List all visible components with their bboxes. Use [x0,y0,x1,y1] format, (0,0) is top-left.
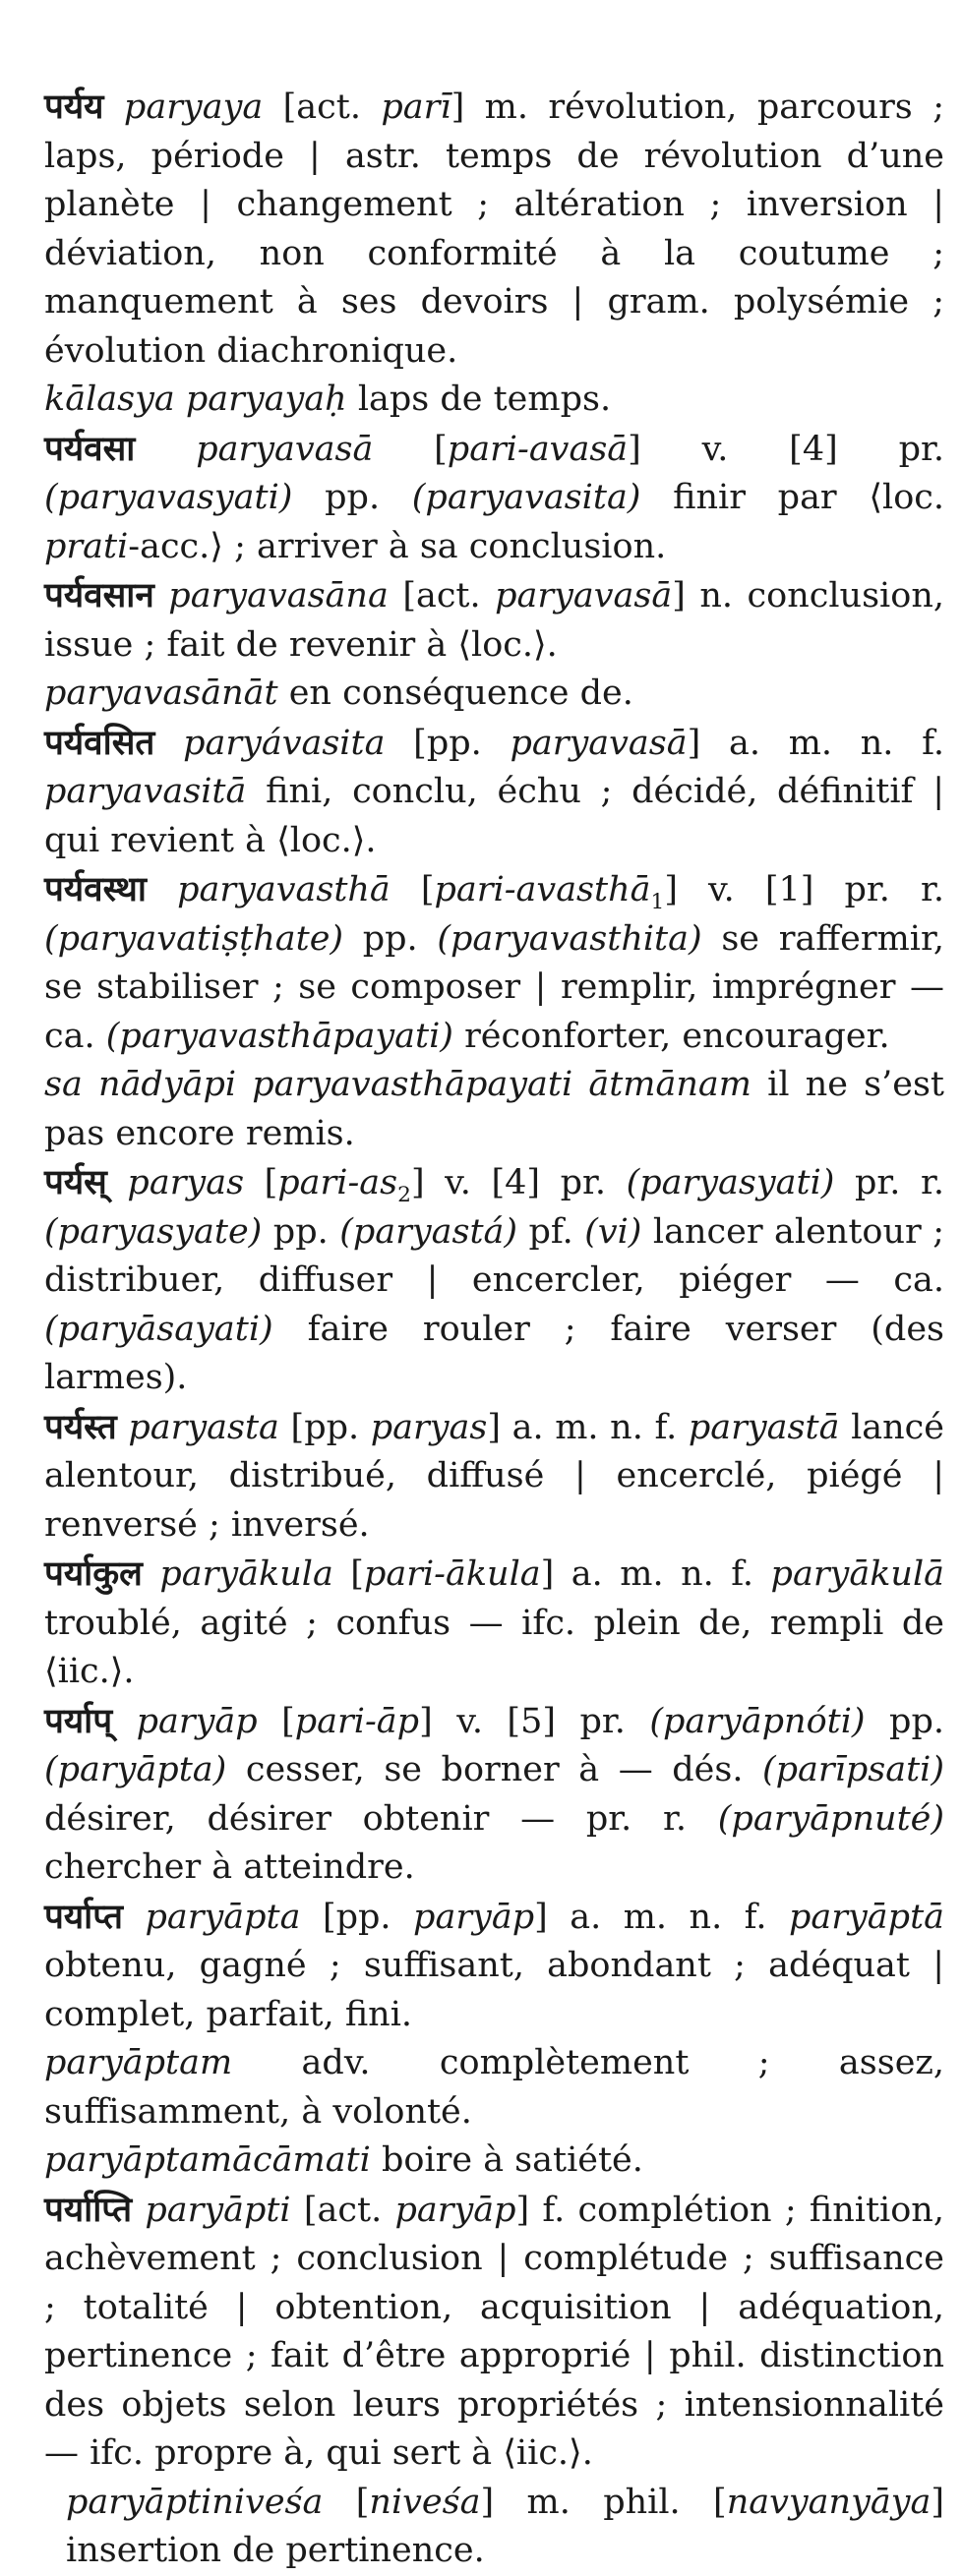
headword-devanagari: पर्याकुल [44,1553,143,1594]
italic-text: (paryāpnóti) [649,1701,866,1741]
entry-text: pp. [865,1701,944,1741]
italic-text: (paryavatiṣṭhate) [44,918,344,959]
entry-text: pf. [517,1211,585,1252]
dictionary-entry [44,1158,944,1403]
entry-text: ] m. révolution, parcours ; laps, période | astr. temps de révolution d’une planète | changement ; altération ; inversion | déviation, non conformité à la coutume ; manquement à ses devoirs | gram. polysémie ; évolution diachronique. [44,88,944,371]
entry-text: finir par ⟨loc. [640,478,945,517]
entry-text: désirer, désirer obtenir — pr. r. [44,1798,718,1839]
italic-text: paryavasā [510,723,688,763]
italic-text: paryas [370,1407,488,1447]
italic-text: paryavasitā [44,772,247,811]
entry-text [154,724,183,763]
entry-text: réconforter, encourager. [452,1016,890,1056]
entry-text: pp. [292,478,412,517]
italic-text: paryasta [128,1407,279,1447]
dictionary-entry [44,865,944,1061]
italic-text: paryavasā [196,429,374,469]
entry-text: ] v. [4] pr. [628,429,944,469]
entry-text: [pp. [385,723,511,763]
italic-text: paryávasita [183,723,386,763]
entry-text: ] a. m. n. f. [540,1554,771,1594]
entry-text: ] f. complétion ; finition, achèvement ; conclusion | complétude ; suffisance ; totalité | obtention, acquisition | adéquation, pertinence ; fait d’être approprié | phil. distinction des objets selon leurs propriétés ; intensionnalité — ifc. propre à, qui sert à ⟨iic.⟩. [44,2190,944,2473]
entry-text: ] v. [5] pr. [419,1701,650,1741]
italic-text: (parīpsati) [762,1750,944,1789]
headword-devanagari: पर्यवसित [44,722,155,763]
italic-text: paryaya [123,88,264,127]
italic-text: sa nādyāpi paryavasthāpayati ātmānam [44,1065,752,1104]
italic-text: paryavasthā [177,870,391,909]
entry-text: fini, conclu, échu ; décidé, définitif | qui revient à ⟨loc.⟩. [44,772,944,860]
italic-text: paryāptā [789,1897,944,1937]
sub-entry [44,1061,944,1158]
headword-devanagari: पर्याप्ति [44,2189,133,2230]
italic-text: (paryasyate) [44,1211,263,1252]
entry-text: [pp. [300,1897,414,1937]
entry-text: lancer alentour ; distribuer, diffuser | encercler, piéger — ca. [44,1211,944,1300]
italic-text: paryavasāna [168,576,389,615]
entry-text: pp. [262,1211,340,1252]
entry-text: ] m. phil. [ [480,2482,727,2522]
entry-text: laps de temps. [346,380,612,419]
dictionary-entry [44,1697,944,1893]
italic-text: pari-avasā [447,429,629,469]
italic-text: (paryavasita) [411,478,641,517]
italic-text: paryāptam [44,2043,233,2082]
headword-devanagari: पर्याप् [44,1700,113,1741]
dictionary-entry [44,719,944,866]
italic-text: (paryavasthāpayati) [105,1016,453,1056]
homonym-index: 2 [397,1183,411,1207]
dictionary-entry [44,1893,944,2040]
dictionary-entry [44,2186,944,2479]
italic-text: paryāpti [145,2190,291,2230]
italic-text: paryastā [688,1407,840,1447]
italic-text: (vi) [584,1211,642,1252]
entry-text: ] insertion de pertinence. [66,2482,945,2570]
italic-text: paryākulā [770,1554,944,1594]
entry-text: en conséquence de. [277,673,633,713]
italic-text: (paryāpnuté) [717,1798,944,1839]
homonym-index: 1 [650,890,665,914]
dictionary-entry [44,1403,944,1551]
entry-text: [ [244,1163,278,1202]
italic-text: parī [381,88,451,127]
entry-text [132,2191,145,2230]
italic-text: pari-āp [294,1701,420,1741]
italic-text: (paryasyati) [626,1163,835,1202]
italic-text: pari-avasthā [434,870,651,909]
entry-text: pr. r. [834,1163,944,1202]
italic-text: navyanyāya [726,2482,932,2522]
entry-text: [act. [388,576,496,615]
sub-entry [44,2137,944,2186]
entry-text: lancé alentour, distribué, diffusé | encerclé, piégé | renversé ; inversé. [44,1407,944,1545]
italic-text: pari-ākula [363,1554,541,1594]
entry-text: ] a. m. n. f. [487,1407,689,1447]
entry-text: [ [323,2482,370,2522]
entry-text: [ [332,1554,364,1594]
italic-text: paryākula [159,1554,333,1594]
entry-text: ] a. m. n. f. [534,1897,790,1937]
dictionary-entry [44,1550,944,1697]
entry-text: faire rouler ; faire verser (des larmes). [44,1309,944,1397]
entry-text [135,430,196,469]
entry-text: il ne s’est pas encore remis. [44,1065,944,1153]
italic-text: (paryavasthita) [437,918,702,959]
entry-text: ] n. conclusion, issue ; fait de revenir à ⟨loc.⟩. [44,576,944,665]
entry-text: se raffermir, se stabiliser ; se composer | remplir, imprégner — ca. [44,918,944,1056]
italic-text: paryāp [394,2190,516,2230]
italic-text: paryāpta [145,1897,301,1937]
italic-text: paryavasānāt [44,673,278,713]
entry-text: chercher à atteindre. [44,1847,415,1887]
entry-text: cesser, se borner à — dés. [226,1750,762,1789]
entry-text: [ [390,870,435,909]
dictionary-entry [44,425,944,572]
entry-text: adv. complètement ; assez, suffisamment, à volonté. [44,2043,944,2132]
entry-text: obtenu, gagné ; suffisant, abondant ; adéquat | complet, parfait, fini. [44,1946,944,2034]
italic-text: paryāptiniveśa [66,2482,324,2522]
headword-devanagari: पर्यस् [44,1162,107,1202]
entry-text: pp. [343,918,438,959]
entry-text: [act. [263,88,382,127]
sub-entry [44,2479,944,2576]
italic-text: kālasya paryayaḥ [44,380,347,419]
headword-devanagari: पर्यस्त [44,1406,117,1447]
entry-text: ] a. m. n. f. [687,723,944,763]
entry-text [117,1408,129,1447]
italic-text: paryas [127,1163,245,1202]
headword-devanagari: पर्यय [44,87,104,127]
italic-text: niveśa [369,2482,481,2522]
sub-entry [44,376,944,425]
italic-text: (paryāsayati) [44,1309,273,1349]
italic-text: (paryastá) [339,1211,518,1252]
entry-text: boire à satiété. [370,2140,643,2180]
sub-entry [44,670,944,719]
headword-devanagari: पर्यवस्था [44,869,147,909]
entry-text: ] v. [1] pr. r. [664,870,944,909]
dictionary-entry [44,83,944,376]
entry-text [123,1898,146,1937]
entry-text: -acc.⟩ ; arriver à sa conclusion. [128,526,667,566]
dictionary-entry [44,571,944,670]
italic-text: prati [44,526,129,566]
italic-text: pari-as [277,1163,398,1202]
italic-text: paryāptamācāmati [44,2140,371,2180]
italic-text: paryāp [136,1701,258,1741]
italic-text: paryāp [413,1897,535,1937]
italic-text: (paryavasyati) [44,478,293,517]
headword-devanagari: पर्यवसान [44,575,154,615]
entry-text: [ [257,1701,295,1741]
headword-devanagari: पर्याप्त [44,1896,123,1937]
entry-text [143,1554,160,1594]
entry-list [44,83,944,2576]
entry-text: [act. [290,2190,395,2230]
entry-text [103,88,123,127]
entry-text [112,1702,136,1741]
entry-text [107,1163,128,1202]
italic-text: paryavasā [495,576,673,615]
headword-devanagari: पर्यवसा [44,428,136,469]
entry-text: ] v. [4] pr. [410,1163,627,1202]
entry-text [154,576,169,615]
entry-text: troublé, agité ; confus — ifc. plein de, rempli de ⟨iic.⟩. [44,1603,944,1691]
italic-text: (paryāpta) [44,1750,227,1789]
entry-text: [pp. [278,1407,371,1447]
entry-text [147,870,177,909]
entry-text: [ [373,429,448,469]
sub-entry [44,2039,944,2137]
